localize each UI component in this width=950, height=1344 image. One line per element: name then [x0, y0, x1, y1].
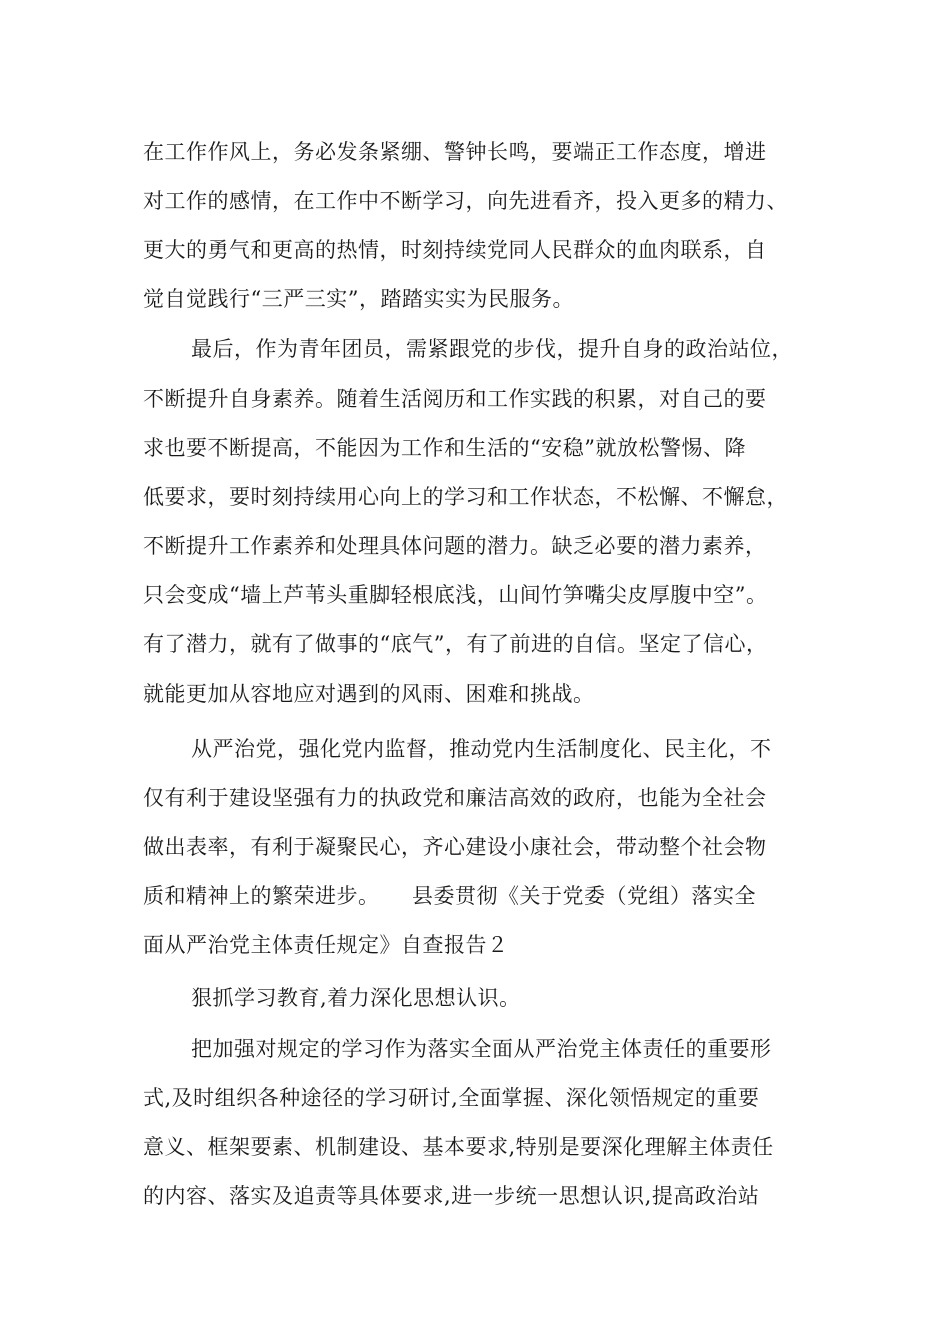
text-line: 不断提升自身素养。随着生活阅历和工作实践的积累，对自己的要 — [143, 387, 767, 411]
text-line: 面从严治党主体责任规定》自查报告２ — [143, 933, 509, 957]
text-line: 狠抓学习教育,着力深化思想认识。 — [191, 986, 521, 1010]
text-line: 对工作的感情，在工作中不断学习，向先进看齐，投入更多的精力、 — [143, 189, 788, 213]
text-line: 质和精神上的繁荣进步。 县委贯彻《关于党委（党组）落实全 — [143, 884, 756, 908]
text-line: 做出表率，有利于凝聚民心，齐心建设小康社会，带动整个社会物 — [143, 835, 767, 859]
text-line: 觉自觉践行“三严三实”，踏踏实实为民服务。 — [143, 287, 574, 311]
text-line: 更大的勇气和更高的热情，时刻持续党同人民群众的血肉联系，自 — [143, 238, 767, 262]
text-line: 意义、框架要素、机制建设、基本要求,特别是要深化理解主体责任 — [143, 1135, 774, 1159]
text-line: 最后，作为青年团员，需紧跟党的步伐，提升自身的政治站位， — [191, 337, 793, 361]
text-line: 式,及时组织各种途径的学习研讨,全面掌握、深化领悟规定的重要 — [143, 1086, 760, 1110]
text-line: 有了潜力，就有了做事的“底气”，有了前进的自信。坚定了信心， — [143, 632, 768, 656]
text-line: 把加强对规定的学习作为落实全面从严治党主体责任的重要形 — [191, 1037, 772, 1061]
text-line: 只会变成“墙上芦苇头重脚轻根底浅，山间竹笋嘴尖皮厚腹中空”。 — [143, 583, 768, 607]
text-line: 从严治党，强化党内监督，推动党内生活制度化、民主化，不 — [191, 737, 772, 761]
text-line: 就能更加从容地应对遇到的风雨、困难和挑战。 — [143, 682, 595, 706]
text-line: 仅有利于建设坚强有力的执政党和廉洁高效的政府，也能为全社会 — [143, 786, 767, 810]
text-line: 在工作作风上，务必发条紧绷、警钟长鸣，要端正工作态度，增进 — [143, 140, 767, 164]
text-line: 低要求，要时刻持续用心向上的学习和工作状态，不松懈、不懈怠， — [143, 485, 788, 509]
text-line: 不断提升工作素养和处理具体问题的潜力。缺乏必要的潜力素养， — [143, 534, 767, 558]
text-line: 的内容、落实及追责等具体要求,进一步统一思想认识,提高政治站 — [143, 1184, 760, 1208]
text-line: 求也要不断提高，不能因为工作和生活的“安稳”就放松警惕、降 — [143, 436, 746, 460]
